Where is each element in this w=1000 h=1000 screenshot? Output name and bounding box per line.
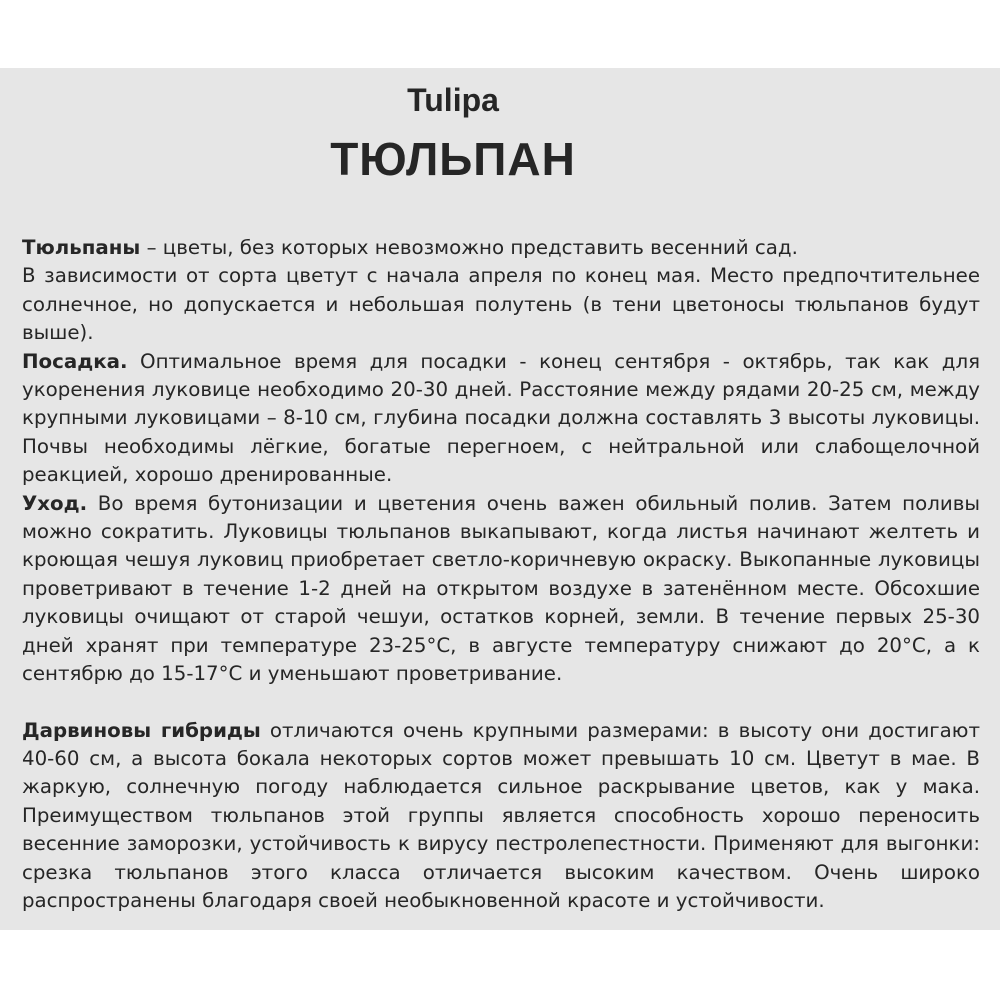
russian-title: ТЮЛЬПАН [330, 133, 576, 185]
darwin-hybrids-paragraph [22, 717, 980, 916]
intro-paragraph-2: В зависимости от сорта цветут с начала апреля по конец мая. Место предпочтительнее солнечное, но допускается и небольшая полутень (в тени цветоносы тюльпанов будут выше). [22, 264, 980, 345]
planting-paragraph [22, 348, 980, 490]
care-lead: Уход. [22, 491, 88, 515]
care-text: Во время бутонизации и цветения очень важен обильный полив. Затем поливы можно сократить. Луковицы тюльпанов выкапывают, когда листья начинают желтеть и кроющая чешуя луковиц приобретает светло-коричневую окраску. Выкопанные луковицы проветривают в течение 1-2 дней на открытом воздухе в затенённом месте. Обсохшие луковицы очищают от старой чешуи, остатков корней, земли. В течение первых 25-30 дней хранят при температуре 23-25°С, в августе температуру снижают до 20°С, а к сентябрю до 15-17°С и уменьшают проветривание. [22, 491, 980, 686]
intro-lead: Тюльпаны [22, 236, 141, 259]
care-paragraph [22, 490, 980, 689]
planting-text: Оптимальное время для посадки - конец сентября - октябрь, так как для укоренения луковице необходимо 20-30 дней. Расстояние между рядами 20-25 см, между крупными луковицами – 8-10 см, глубина посадки должна составлять 3 высоты луковицы. Почвы необходимы лёгкие, богатые перегноем, с нейтральной или слабощелочной реакцией, хорошо дренированные. [22, 349, 980, 487]
intro-text: – цветы, без которых невозможно представить весенний сад. [140, 236, 798, 259]
planting-lead: Посадка. [22, 349, 128, 373]
darwin-text: отличаются очень крупными размерами: в высоту они достигают 40-60 см, а высота бокала некоторых сортов может превышать 10 см. Цветут в мае. В жаркую, солнечную погоду наблюдается сильное раскрывание цветов, как у мака. Преимуществом тюльпанов этой группы является способность хорошо переносить весенние заморозки, устойчивость к вирусу пестролепестности. Применяют для выгонки: срезка тюльпанов этого класса отличается высоким качеством. Очень широко распространены благодаря своей необыкновенной красоте и устойчивости. [22, 718, 980, 912]
darwin-lead: Дарвиновы гибриды [22, 718, 261, 742]
intro-paragraph [22, 234, 980, 262]
latin-title: Tulipa [407, 82, 499, 118]
description-body [22, 234, 980, 915]
product-label-sheet [0, 68, 1000, 930]
